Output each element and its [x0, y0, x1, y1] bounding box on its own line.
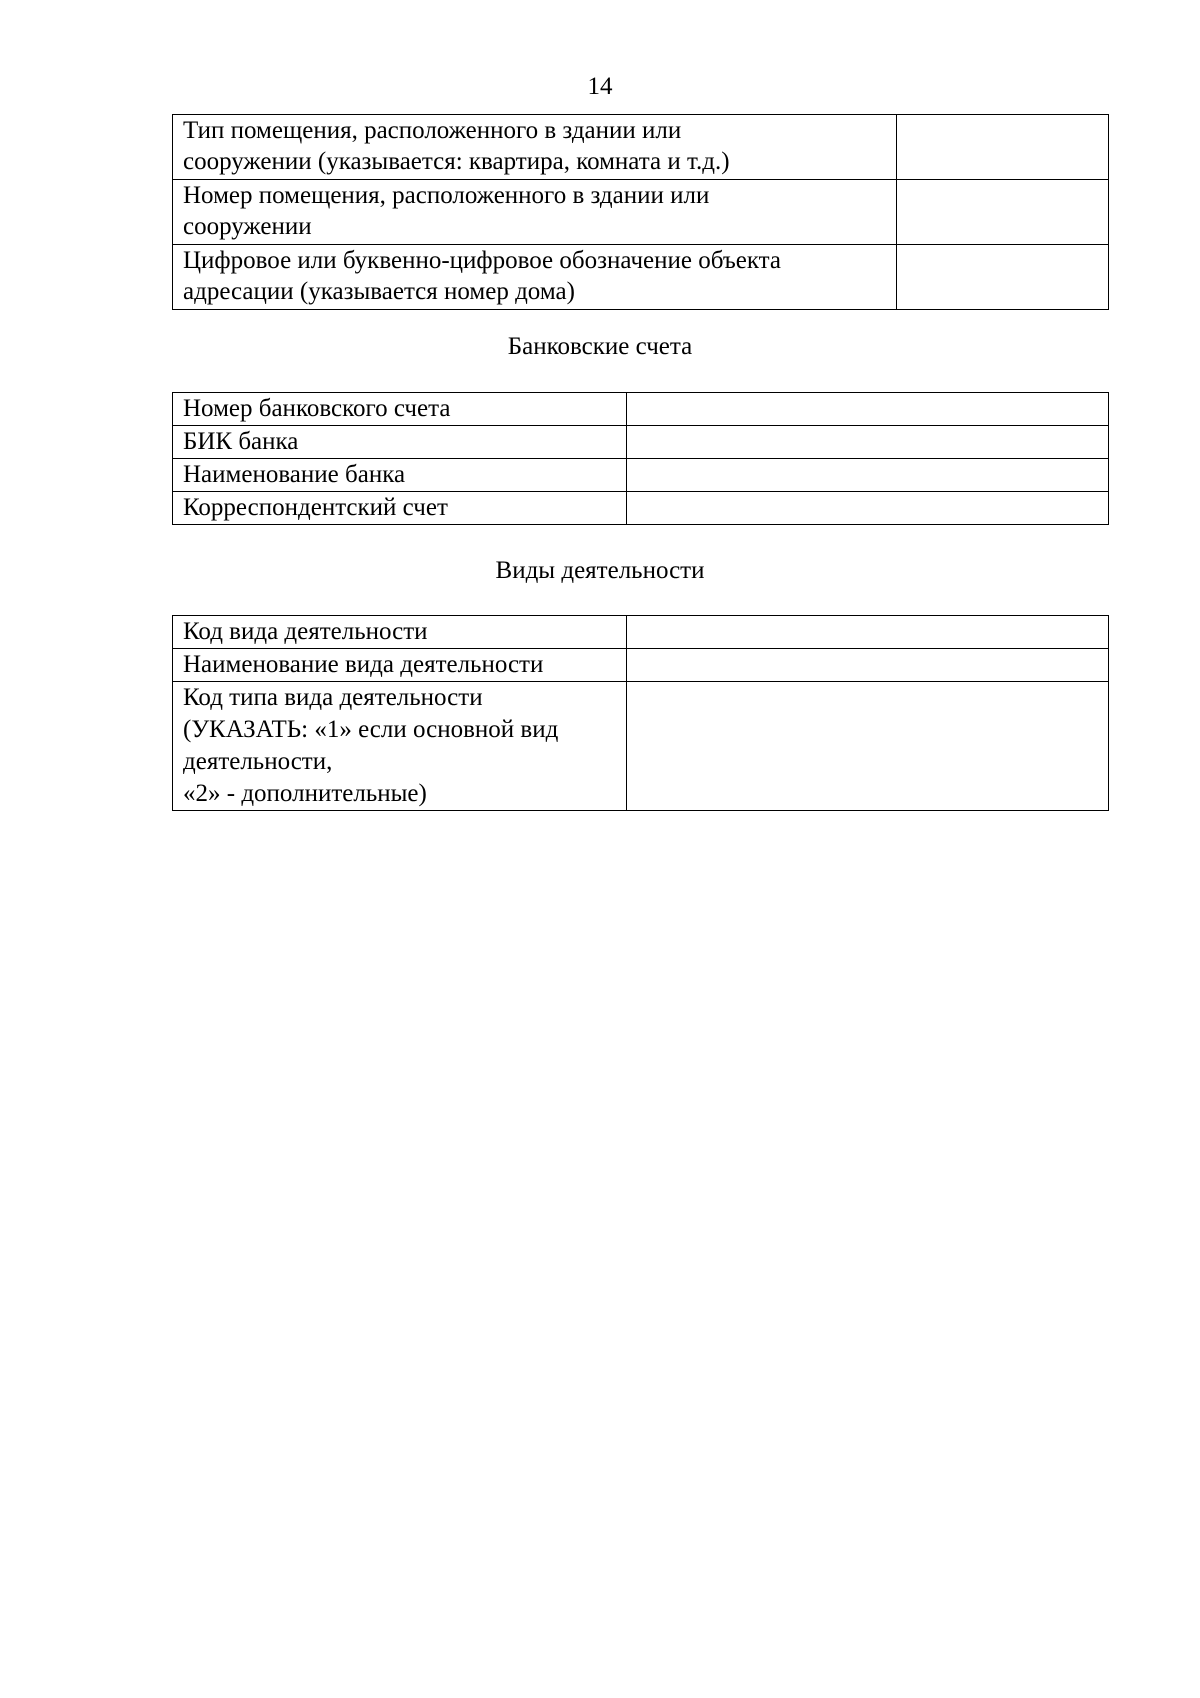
- label-line: Цифровое или буквенно-цифровое обозначение объекта: [183, 247, 781, 274]
- row-label-activity-code: [173, 616, 627, 649]
- table-row: [173, 649, 1109, 682]
- row-value-activity-code[interactable]: [627, 616, 1109, 649]
- label-line: деятельности,: [183, 748, 333, 775]
- table-row: [173, 115, 1109, 180]
- row-label-bank-name: Наименование банка: [173, 459, 627, 492]
- table-row: [173, 682, 1109, 811]
- row-value-address-designation[interactable]: [897, 245, 1109, 310]
- row-value-premises-type[interactable]: [897, 115, 1109, 180]
- row-label-activity-type-code: [173, 682, 627, 811]
- row-label-activity-name: [173, 649, 627, 682]
- label-line: адресации (указывается номер дома): [183, 278, 575, 305]
- row-value-account-number[interactable]: [627, 393, 1109, 426]
- row-value-bank-name[interactable]: [627, 459, 1109, 492]
- bank-accounts-table: [172, 392, 1109, 525]
- label-line: Номер помещения, расположенного в здании или: [183, 182, 710, 209]
- table-row: [173, 459, 1109, 492]
- label-line: Наименование вида деятельности: [183, 651, 544, 678]
- label-line: сооружении: [183, 213, 312, 240]
- label-line: Тип помещения, расположенного в здании или: [183, 117, 682, 144]
- row-label-correspondent-account: Корреспондентский счет: [173, 492, 627, 525]
- address-table: [172, 114, 1109, 310]
- table-row: [173, 393, 1109, 426]
- row-value-bik[interactable]: [627, 426, 1109, 459]
- label-line: «2» - дополнительные): [183, 780, 427, 807]
- label-line: Код типа вида деятельности: [183, 684, 483, 711]
- activities-heading: Виды деятельности: [495, 557, 705, 584]
- row-value-premises-number[interactable]: [897, 180, 1109, 245]
- row-label-premises-number: [173, 180, 897, 245]
- table-row: [173, 245, 1109, 310]
- row-value-correspondent-account[interactable]: [627, 492, 1109, 525]
- row-value-activity-type-code[interactable]: [627, 682, 1109, 811]
- label-line: сооружении (указывается: квартира, комната и т.д.): [183, 148, 730, 175]
- bank-accounts-heading: Банковские счета: [507, 333, 693, 360]
- label-line: (УКАЗАТЬ: «1» если основной вид: [183, 716, 559, 743]
- row-value-activity-name[interactable]: [627, 649, 1109, 682]
- table-row: [173, 616, 1109, 649]
- row-label-bik: БИК банка: [173, 426, 627, 459]
- page-number: 14: [587, 73, 613, 100]
- row-label-premises-type: [173, 115, 897, 180]
- table-row: [173, 492, 1109, 525]
- label-line: Код вида деятельности: [183, 618, 428, 645]
- table-row: [173, 426, 1109, 459]
- activities-table: [172, 615, 1109, 811]
- row-label-account-number: Номер банковского счета: [173, 393, 627, 426]
- row-label-address-designation: [173, 245, 897, 310]
- table-row: [173, 180, 1109, 245]
